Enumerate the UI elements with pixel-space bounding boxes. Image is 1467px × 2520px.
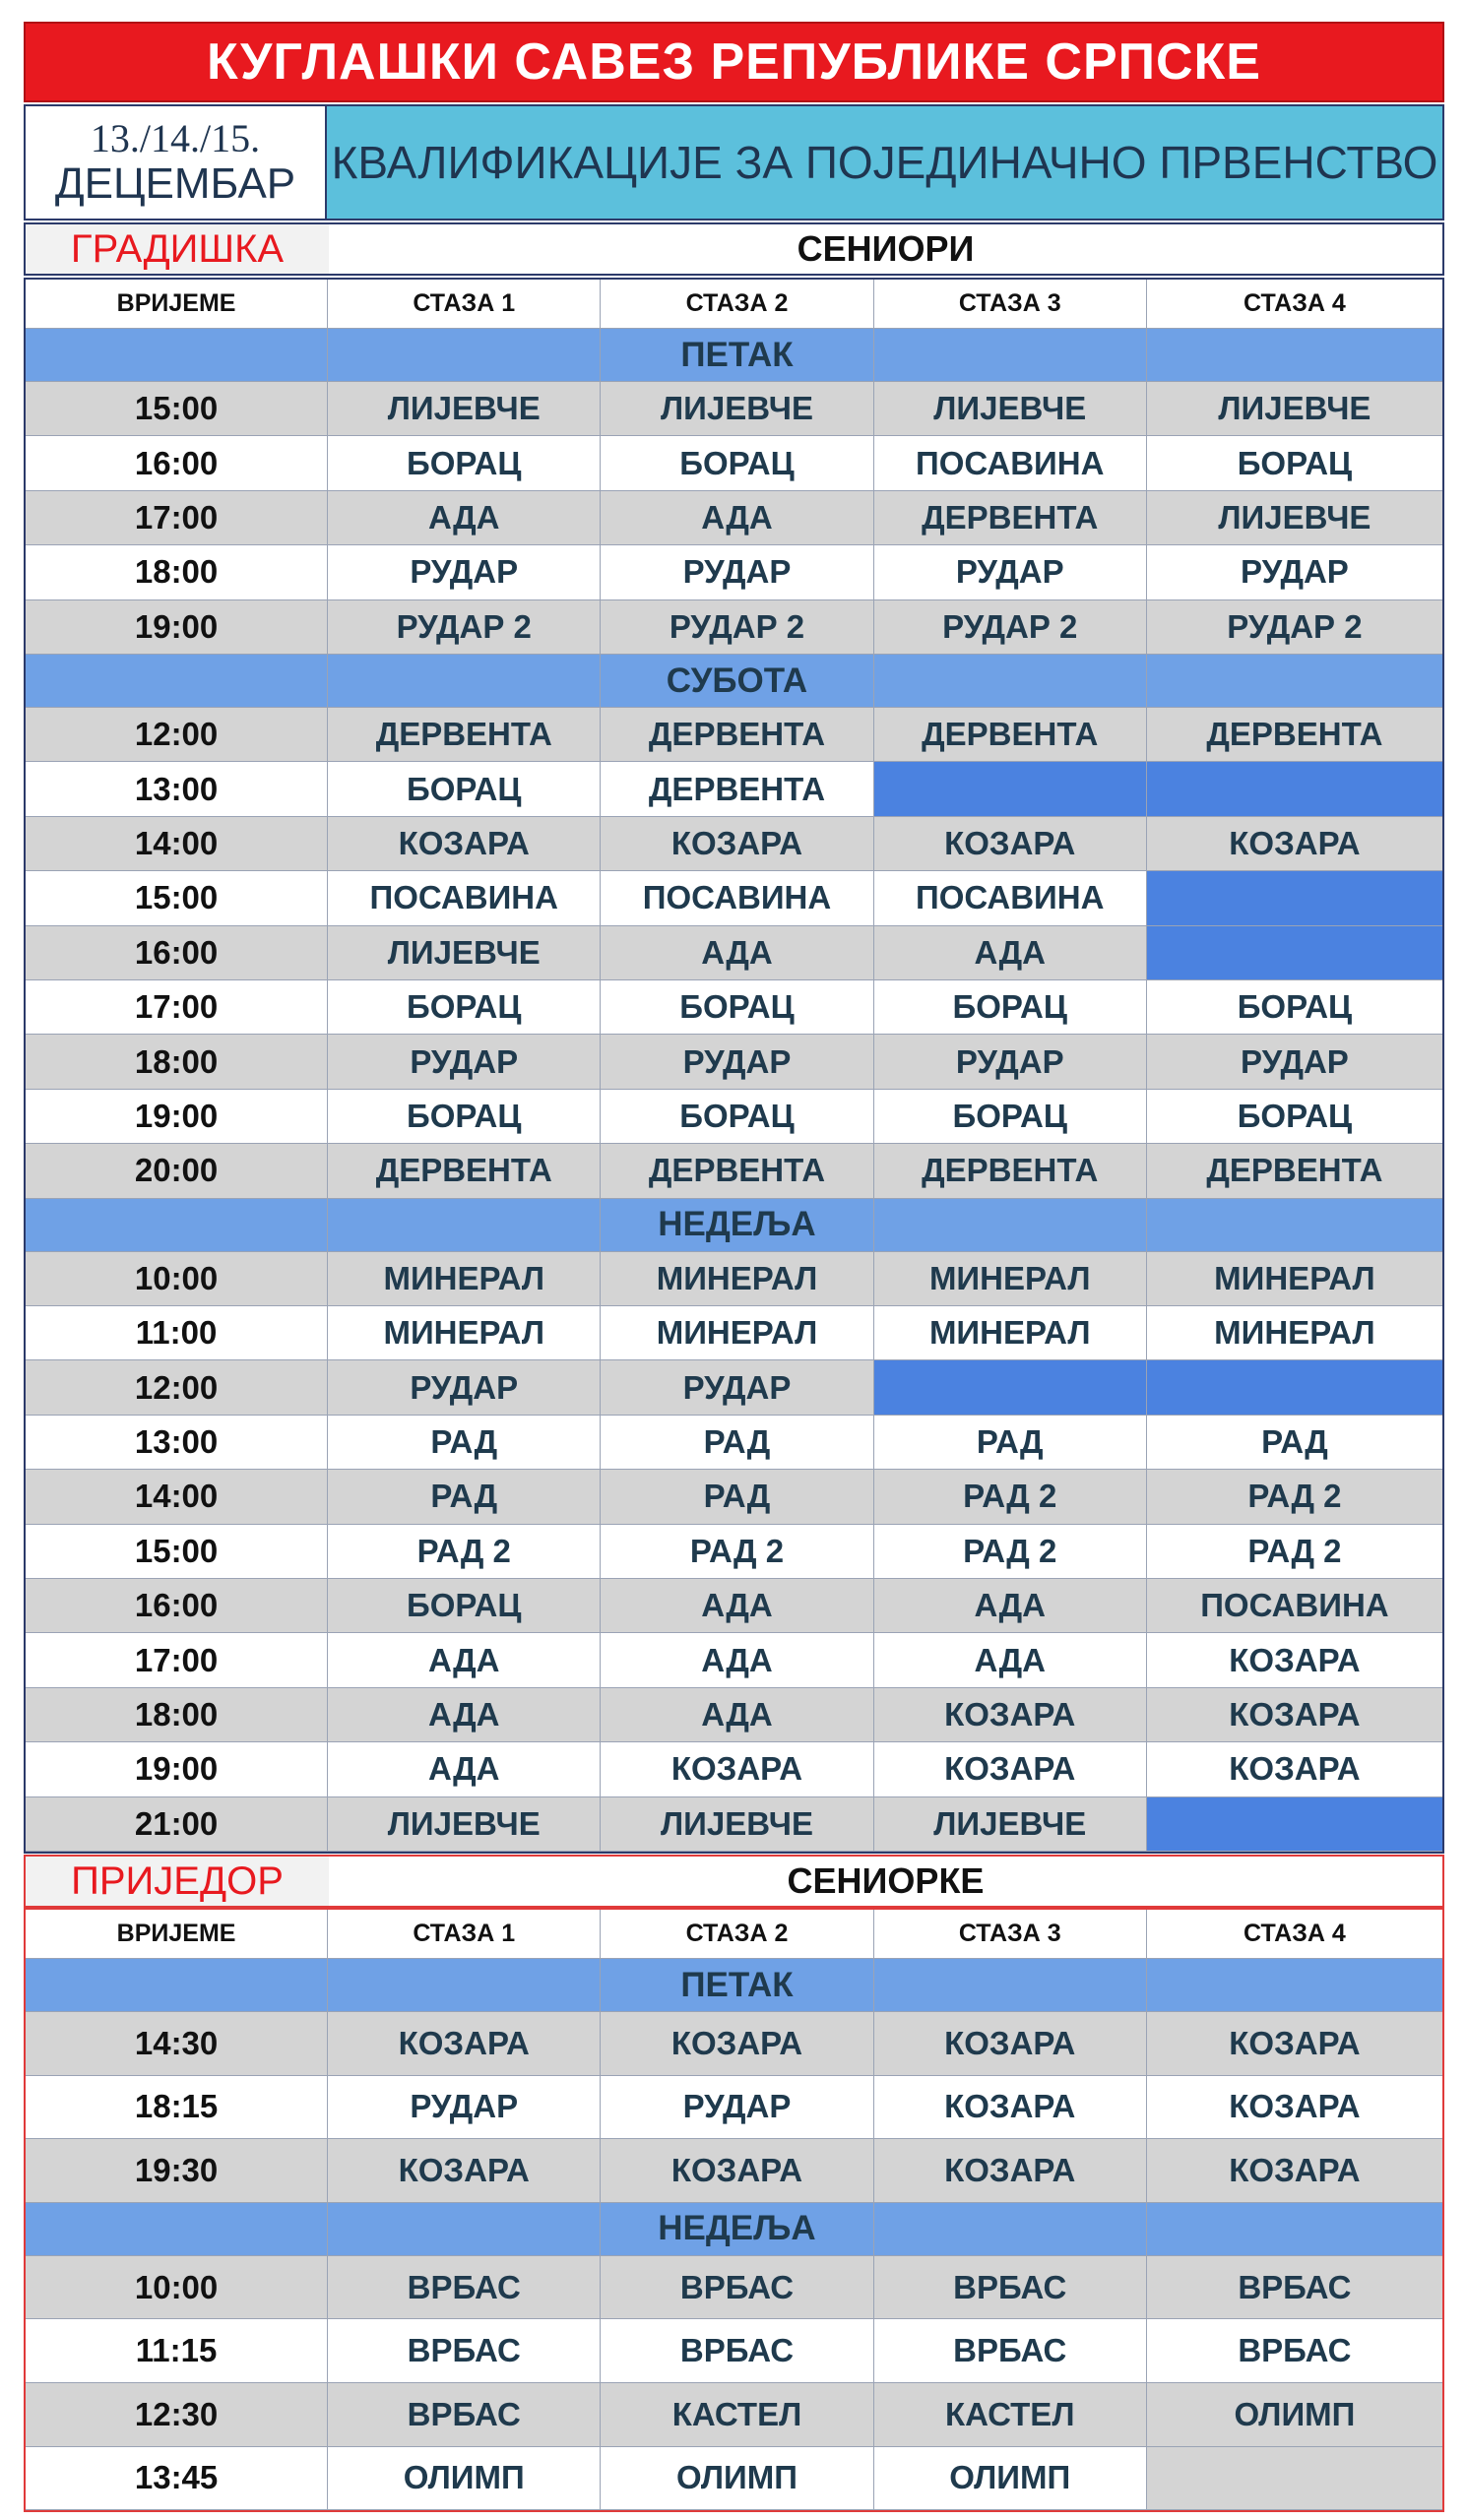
time-column-header: ВРИЈЕМЕ: [26, 1910, 328, 1959]
lane-cell: ПОСАВИНА: [328, 871, 601, 925]
lane-cell: ЛИЈЕВЧЕ: [1147, 491, 1442, 545]
lane-cell: РАД 2: [1147, 1525, 1442, 1579]
lane-cell: РУДАР: [328, 545, 601, 599]
venue-city: ГРАДИШКА: [26, 224, 329, 274]
time-cell: 11:15: [26, 2319, 328, 2383]
schedule-row: [26, 708, 1442, 762]
schedule-row: [26, 1090, 1442, 1144]
lane-column-header: СТАЗА 4: [1147, 280, 1442, 329]
time-cell: 16:00: [26, 436, 328, 490]
time-cell: 11:00: [26, 1306, 328, 1360]
lane-column-header: СТАЗА 2: [601, 280, 873, 329]
lane-cell: КОЗАРА: [1147, 2139, 1442, 2203]
schedule-row: [26, 2256, 1442, 2320]
time-cell: 21:00: [26, 1797, 328, 1852]
lane-cell: РУДАР: [874, 545, 1147, 599]
day-header-row: [26, 329, 1442, 382]
day-header-cell: [328, 655, 601, 708]
day-header-cell: [874, 2203, 1147, 2256]
time-cell: 12:30: [26, 2383, 328, 2447]
lane-cell: БОРАЦ: [1147, 1090, 1442, 1144]
day-header-cell: [26, 1199, 328, 1252]
schedule-row: [26, 382, 1442, 436]
time-cell: 15:00: [26, 1525, 328, 1579]
lane-cell: АДА: [601, 1633, 873, 1687]
schedule-row: [26, 1035, 1442, 1089]
time-cell: 18:00: [26, 1035, 328, 1089]
lane-cell: АДА: [328, 491, 601, 545]
lane-cell: БОРАЦ: [328, 1090, 601, 1144]
column-header-row: [26, 280, 1442, 329]
schedule-row: [26, 2383, 1442, 2447]
day-header-cell: [328, 1199, 601, 1252]
lane-cell: РАД: [601, 1470, 873, 1524]
empty-lane-cell: [1147, 926, 1442, 980]
lane-cell: ВРБАС: [328, 2383, 601, 2447]
day-header-cell: [26, 655, 328, 708]
day-header-row: [26, 655, 1442, 708]
qualification-subtitle: КВАЛИФИКАЦИЈЕ ЗА ПОЈЕДИНАЧНО ПРВЕНСТВО: [327, 104, 1444, 220]
lane-cell: РАД: [328, 1416, 601, 1470]
lane-cell: РАД: [328, 1470, 601, 1524]
lane-cell: БОРАЦ: [601, 980, 873, 1035]
time-cell: 20:00: [26, 1144, 328, 1198]
time-cell: 19:00: [26, 1090, 328, 1144]
lane-cell: ДЕРВЕНТА: [874, 1144, 1147, 1198]
day-header-cell: [1147, 1959, 1442, 2012]
lane-cell: РУДАР: [601, 2076, 873, 2140]
lane-cell: КОЗАРА: [1147, 1742, 1442, 1796]
lane-cell: БОРАЦ: [328, 1579, 601, 1633]
lane-cell: ЛИЈЕВЧЕ: [874, 1797, 1147, 1852]
lane-cell: ПОСАВИНА: [601, 871, 873, 925]
empty-lane-cell: [1147, 1360, 1442, 1415]
lane-cell: РУДАР: [1147, 545, 1442, 599]
day-header-cell: [1147, 655, 1442, 708]
lane-cell: КОЗАРА: [1147, 817, 1442, 871]
time-cell: 18:00: [26, 1688, 328, 1742]
lane-column-header: СТАЗА 1: [328, 280, 601, 329]
lane-cell: ПОСАВИНА: [874, 436, 1147, 490]
lane-cell: ВРБАС: [328, 2319, 601, 2383]
column-header-row: [26, 1910, 1442, 1959]
lane-cell: ЛИЈЕВЧЕ: [328, 926, 601, 980]
date-month: ДЕЦЕМБАР: [54, 158, 296, 208]
lane-cell: БОРАЦ: [601, 1090, 873, 1144]
schedule-row: [26, 1252, 1442, 1306]
lane-cell: КОЗАРА: [601, 2012, 873, 2076]
schedule-row: [26, 1688, 1442, 1742]
lane-cell: БОРАЦ: [874, 1090, 1147, 1144]
lane-cell: РУДАР 2: [601, 600, 873, 655]
lane-cell: МИНЕРАЛ: [1147, 1306, 1442, 1360]
lane-cell: ДЕРВЕНТА: [1147, 708, 1442, 762]
empty-lane-cell: [874, 762, 1147, 816]
time-cell: 13:45: [26, 2447, 328, 2511]
lane-cell: ДЕРВЕНТА: [328, 1144, 601, 1198]
schedule-row: [26, 1470, 1442, 1524]
time-cell: 14:00: [26, 1470, 328, 1524]
lane-cell: БОРАЦ: [1147, 980, 1442, 1035]
schedule-row: [26, 1797, 1442, 1852]
empty-lane-cell: [1147, 1797, 1442, 1852]
schedule-row: [26, 2447, 1442, 2511]
lane-cell: ЛИЈЕВЧЕ: [601, 382, 873, 436]
time-cell: 12:00: [26, 708, 328, 762]
date-box: [24, 104, 327, 220]
lane-column-header: СТАЗА 3: [874, 1910, 1147, 1959]
day-header-cell: [874, 655, 1147, 708]
empty-lane-cell: [1147, 762, 1442, 816]
day-header-cell: [1147, 1199, 1442, 1252]
time-cell: 16:00: [26, 926, 328, 980]
schedule-row: [26, 2319, 1442, 2383]
schedule-row: [26, 600, 1442, 655]
day-header-cell: [874, 1959, 1147, 2012]
schedule-row: [26, 871, 1442, 925]
schedule-row: [26, 2139, 1442, 2203]
time-cell: 17:00: [26, 1633, 328, 1687]
day-header-cell: [874, 329, 1147, 382]
lane-cell: КОЗАРА: [601, 2139, 873, 2203]
lane-cell: КОЗАРА: [328, 2012, 601, 2076]
lane-cell: ЛИЈЕВЧЕ: [328, 1797, 601, 1852]
schedule-row: [26, 2012, 1442, 2076]
schedule-row: [26, 926, 1442, 980]
lane-cell: ДЕРВЕНТА: [874, 491, 1147, 545]
lane-column-header: СТАЗА 4: [1147, 1910, 1442, 1959]
lane-cell: РУДАР 2: [874, 600, 1147, 655]
lane-cell: КОЗАРА: [874, 1742, 1147, 1796]
lane-cell: КАСТЕЛ: [874, 2383, 1147, 2447]
lane-cell: РУДАР: [328, 1035, 601, 1089]
schedule-row: [26, 1416, 1442, 1470]
venue-city: ПРИЈЕДОР: [26, 1857, 329, 1906]
lane-cell: РАД: [601, 1416, 873, 1470]
day-header-cell: [1147, 2203, 1442, 2256]
lane-cell: РАД: [1147, 1416, 1442, 1470]
schedule-row: [26, 817, 1442, 871]
category-label: СЕНИОРИ: [797, 228, 975, 269]
lane-cell: ДЕРВЕНТА: [601, 1144, 873, 1198]
lane-cell: РАД 2: [874, 1470, 1147, 1524]
time-cell: 17:00: [26, 980, 328, 1035]
lane-cell: ВРБАС: [1147, 2256, 1442, 2320]
lane-cell: КОЗАРА: [1147, 1688, 1442, 1742]
lane-cell: БОРАЦ: [328, 980, 601, 1035]
schedule-row: [26, 1144, 1442, 1198]
empty-lane-cell: [1147, 2447, 1442, 2511]
lane-cell: РУДАР: [328, 1360, 601, 1415]
schedule-row: [26, 1525, 1442, 1579]
lane-cell: АДА: [601, 1579, 873, 1633]
time-cell: 18:15: [26, 2076, 328, 2140]
day-name: СУБОТА: [601, 655, 873, 708]
schedule-row: [26, 1742, 1442, 1796]
lane-column-header: СТАЗА 3: [874, 280, 1147, 329]
lane-cell: ДЕРВЕНТА: [874, 708, 1147, 762]
lane-cell: КАСТЕЛ: [601, 2383, 873, 2447]
lane-cell: РУДАР: [1147, 1035, 1442, 1089]
lane-cell: ЛИЈЕВЧЕ: [328, 382, 601, 436]
federation-title: КУГЛАШКИ САВЕЗ РЕПУБЛИКЕ СРПСКЕ: [24, 22, 1444, 102]
lane-cell: ВРБАС: [601, 2256, 873, 2320]
time-cell: 10:00: [26, 2256, 328, 2320]
time-cell: 14:00: [26, 817, 328, 871]
lane-cell: РУДАР: [601, 1035, 873, 1089]
lane-cell: АДА: [874, 926, 1147, 980]
lane-cell: МИНЕРАЛ: [328, 1252, 601, 1306]
lane-cell: РАД 2: [874, 1525, 1147, 1579]
lane-cell: БОРАЦ: [328, 762, 601, 816]
schedule-row: [26, 2076, 1442, 2140]
schedule-row: [26, 1633, 1442, 1687]
lane-cell: ВРБАС: [601, 2319, 873, 2383]
lane-cell: ОЛИМП: [1147, 2383, 1442, 2447]
day-header-cell: [328, 329, 601, 382]
lane-cell: ПОСАВИНА: [874, 871, 1147, 925]
time-cell: 13:00: [26, 762, 328, 816]
lane-cell: АДА: [601, 1688, 873, 1742]
day-header-cell: [1147, 329, 1442, 382]
time-column-header: ВРИЈЕМЕ: [26, 280, 328, 329]
time-cell: 10:00: [26, 1252, 328, 1306]
lane-cell: РАД 2: [1147, 1470, 1442, 1524]
day-header-row: [26, 1959, 1442, 2012]
day-header-cell: [874, 1199, 1147, 1252]
lane-cell: ВРБАС: [328, 2256, 601, 2320]
schedule-row: [26, 1360, 1442, 1415]
day-name: НЕДЕЉА: [601, 2203, 873, 2256]
lane-cell: КОЗАРА: [328, 817, 601, 871]
time-cell: 13:00: [26, 1416, 328, 1470]
schedule-row: [26, 980, 1442, 1035]
lane-column-header: СТАЗА 2: [601, 1910, 873, 1959]
time-cell: 18:00: [26, 545, 328, 599]
lane-cell: ПОСАВИНА: [1147, 1579, 1442, 1633]
lane-cell: МИНЕРАЛ: [874, 1306, 1147, 1360]
time-cell: 15:00: [26, 382, 328, 436]
day-name: НЕДЕЉА: [601, 1199, 873, 1252]
lane-cell: МИНЕРАЛ: [601, 1306, 873, 1360]
lane-cell: КОЗАРА: [874, 1688, 1147, 1742]
day-name: ПЕТАК: [601, 329, 873, 382]
lane-cell: ДЕРВЕНТА: [601, 708, 873, 762]
lane-cell: КОЗАРА: [874, 2076, 1147, 2140]
lane-cell: ОЛИМП: [874, 2447, 1147, 2511]
schedule-row: [26, 545, 1442, 599]
lane-cell: КОЗАРА: [874, 817, 1147, 871]
empty-lane-cell: [1147, 871, 1442, 925]
lane-cell: КОЗАРА: [1147, 1633, 1442, 1687]
lane-cell: ВРБАС: [1147, 2319, 1442, 2383]
lane-cell: БОРАЦ: [874, 980, 1147, 1035]
lane-cell: МИНЕРАЛ: [874, 1252, 1147, 1306]
schedule-table: [24, 278, 1444, 1854]
lane-cell: КОЗАРА: [601, 817, 873, 871]
day-header-row: [26, 1199, 1442, 1252]
lane-cell: АДА: [874, 1579, 1147, 1633]
lane-cell: АДА: [601, 926, 873, 980]
lane-cell: МИНЕРАЛ: [328, 1306, 601, 1360]
category-label: СЕНИОРКЕ: [787, 1860, 985, 1901]
lane-cell: БОРАЦ: [328, 436, 601, 490]
lane-cell: МИНЕРАЛ: [1147, 1252, 1442, 1306]
lane-cell: ЛИЈЕВЧЕ: [1147, 382, 1442, 436]
empty-lane-cell: [874, 1360, 1147, 1415]
lane-cell: КОЗАРА: [328, 2139, 601, 2203]
schedule-row: [26, 1306, 1442, 1360]
lane-cell: ОЛИМП: [328, 2447, 601, 2511]
section-header: [24, 222, 1444, 276]
time-cell: 19:30: [26, 2139, 328, 2203]
lane-column-header: СТАЗА 1: [328, 1910, 601, 1959]
day-header-row: [26, 2203, 1442, 2256]
lane-cell: РУДАР: [601, 1360, 873, 1415]
day-name: ПЕТАК: [601, 1959, 873, 2012]
time-cell: 15:00: [26, 871, 328, 925]
lane-cell: ВРБАС: [874, 2319, 1147, 2383]
lane-cell: АДА: [328, 1742, 601, 1796]
section-header: [24, 1855, 1444, 1908]
lane-cell: МИНЕРАЛ: [601, 1252, 873, 1306]
lane-cell: РУДАР 2: [1147, 600, 1442, 655]
schedule-table: [24, 1908, 1444, 2512]
lane-cell: КОЗАРА: [1147, 2012, 1442, 2076]
lane-cell: РУДАР: [328, 2076, 601, 2140]
lane-cell: ВРБАС: [874, 2256, 1147, 2320]
schedule-row: [26, 491, 1442, 545]
lane-cell: АДА: [874, 1633, 1147, 1687]
time-cell: 19:00: [26, 600, 328, 655]
day-header-cell: [328, 2203, 601, 2256]
date-days: 13./14./15.: [90, 115, 261, 160]
lane-cell: ДЕРВЕНТА: [1147, 1144, 1442, 1198]
lane-cell: КОЗАРА: [601, 1742, 873, 1796]
lane-cell: РУДАР: [601, 545, 873, 599]
time-cell: 14:30: [26, 2012, 328, 2076]
lane-cell: ОЛИМП: [601, 2447, 873, 2511]
time-cell: 16:00: [26, 1579, 328, 1633]
lane-cell: КОЗАРА: [874, 2139, 1147, 2203]
lane-cell: РАД 2: [328, 1525, 601, 1579]
lane-cell: АДА: [328, 1688, 601, 1742]
lane-cell: РУДАР: [874, 1035, 1147, 1089]
lane-cell: БОРАЦ: [601, 436, 873, 490]
lane-cell: БОРАЦ: [1147, 436, 1442, 490]
lane-cell: КОЗАРА: [874, 2012, 1147, 2076]
lane-cell: КОЗАРА: [1147, 2076, 1442, 2140]
lane-cell: ЛИЈЕВЧЕ: [874, 382, 1147, 436]
day-header-cell: [26, 329, 328, 382]
lane-cell: РАД: [874, 1416, 1147, 1470]
day-header-cell: [26, 1959, 328, 2012]
time-cell: 12:00: [26, 1360, 328, 1415]
lane-cell: РАД 2: [601, 1525, 873, 1579]
lane-cell: АДА: [328, 1633, 601, 1687]
lane-cell: ДЕРВЕНТА: [601, 762, 873, 816]
day-header-cell: [26, 2203, 328, 2256]
time-cell: 17:00: [26, 491, 328, 545]
day-header-cell: [328, 1959, 601, 2012]
schedule-row: [26, 1579, 1442, 1633]
schedule-row: [26, 436, 1442, 490]
schedule-row: [26, 762, 1442, 816]
lane-cell: ДЕРВЕНТА: [328, 708, 601, 762]
time-cell: 19:00: [26, 1742, 328, 1796]
lane-cell: ЛИЈЕВЧЕ: [601, 1797, 873, 1852]
lane-cell: РУДАР 2: [328, 600, 601, 655]
lane-cell: АДА: [601, 491, 873, 545]
